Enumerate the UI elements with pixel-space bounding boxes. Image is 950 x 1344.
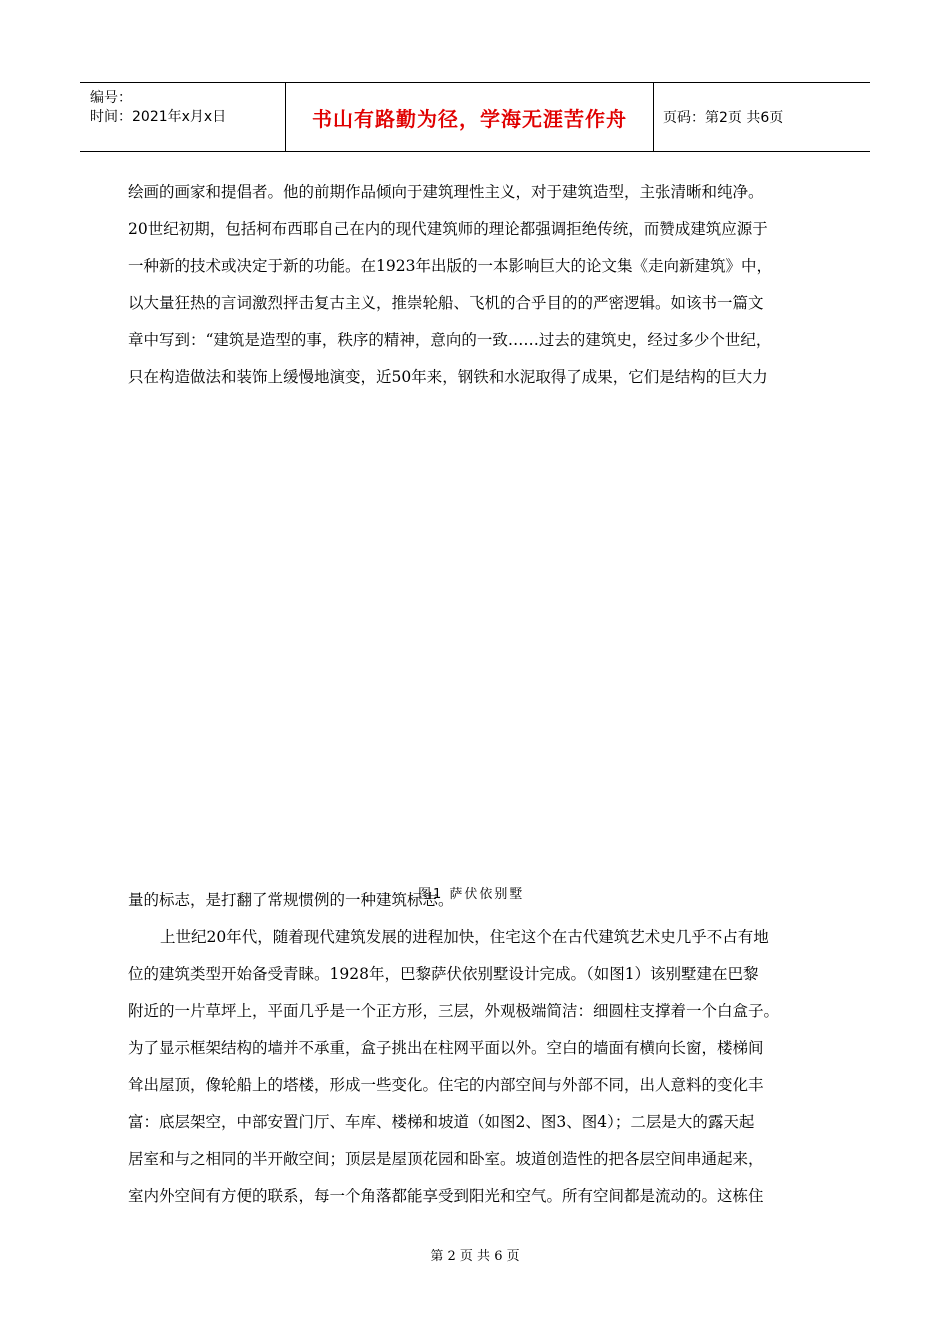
text-line: 耸出屋顶，像轮船上的塔楼，形成一些变化。住宅的内部空间与外部不同，出人意料的变化丰 bbox=[128, 1076, 764, 1094]
page-footer: 第 2 页 共 6 页 bbox=[430, 1249, 520, 1264]
text-line: 以大量狂热的言词激烈抨击复古主义，推崇轮船、飞机的合乎目的的严密逻辑。如该书一篇文 bbox=[128, 294, 764, 312]
text-line: 绘画的画家和提倡者。他的前期作品倾向于建筑理性主义，对于建筑造型，主张清晰和纯净。 bbox=[128, 183, 764, 201]
text-line: 20世纪初期，包括柯布西耶自己在内的现代建筑师的理论都强调拒绝传统，而赞成建筑应源于 bbox=[128, 220, 768, 238]
text-line: 量的标志，是打翻了常规惯例的一种建筑标志。 bbox=[128, 891, 454, 909]
text-line: 附近的一片草坪上，平面几乎是一个正方形，三层，外观极端简洁：细圆柱支撑着一个白盒子。 bbox=[128, 1002, 780, 1020]
time-label: 时间：2021年x月x日 bbox=[90, 109, 227, 125]
text-line: 室内外空间有方便的联系，每一个角落都能享受到阳光和空气。所有空间都是流动的。这栋住 bbox=[128, 1187, 764, 1205]
figure-caption: 图1 萨伏依别墅 bbox=[418, 887, 525, 902]
page-header bbox=[80, 82, 870, 152]
text-line: 位的建筑类型开始备受青睐。1928年，巴黎萨伏依别墅设计完成。（如图1）该别墅建在巴黎 bbox=[128, 965, 759, 983]
text-line: 居室和与之相同的半开敞空间；顶层是屋顶花园和卧室。坡道创造性的把各层空间串通起来， bbox=[128, 1150, 764, 1168]
text-line: 一种新的技术或决定于新的功能。在1923年出版的一本影响巨大的论文集《走向新建筑》中， bbox=[128, 257, 772, 275]
motto: 书山有路勤为径，学海无涯苦作舟 bbox=[285, 83, 654, 151]
text-line: 富：底层架空，中部安置门厅、车库、楼梯和坡道（如图2、图3、图4）；二层是大的露天起 bbox=[128, 1113, 755, 1131]
text-line: 上世纪20年代，随着现代建筑发展的进程加快，住宅这个在古代建筑艺术史几乎不占有地 bbox=[160, 928, 769, 946]
page-label: 页码：第2页 共6页 bbox=[663, 110, 784, 126]
number-label: 编号： bbox=[90, 90, 132, 106]
header-left bbox=[90, 89, 226, 127]
text-line: 为了显示框架结构的墙并不承重，盒子挑出在柱网平面以外。空白的墙面有横向长窗，楼梯间 bbox=[128, 1039, 764, 1057]
text-line: 只在构造做法和装饰上缓慢地演变，近50年来，钢铁和水泥取得了成果，它们是结构的巨大力 bbox=[128, 368, 768, 386]
text-line: 章中写到：“建筑是造型的事，秩序的精神，意向的一致……过去的建筑史，经过多少个世纪， bbox=[128, 331, 772, 349]
